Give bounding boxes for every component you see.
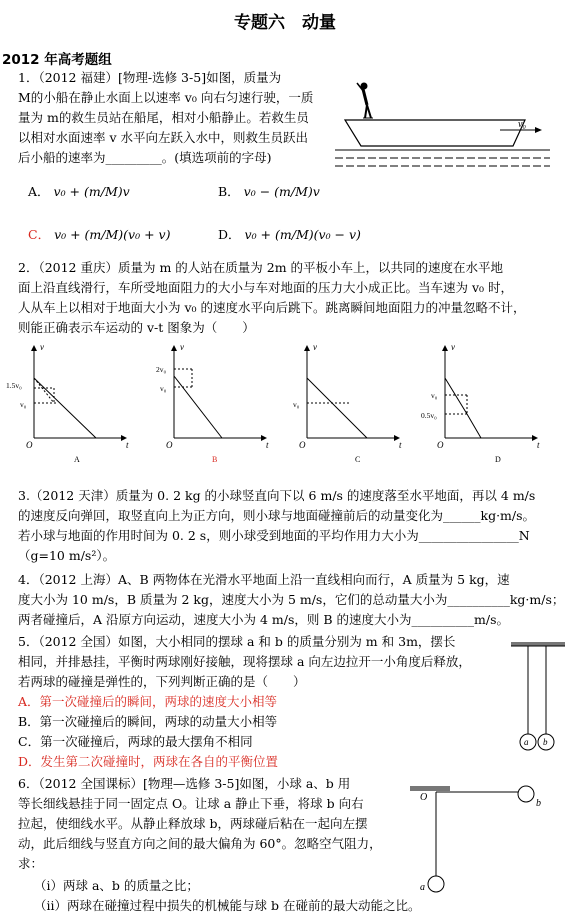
q2-line: 2．（2012 重庆）质量为 m 的人站在质量为 2m 的平板小车上，以共同的速度在水平地 [18, 260, 504, 275]
point-o-label: O [420, 792, 428, 803]
q2-text [18, 258, 526, 338]
q6-line: 6．（2012 全国课标）[物理—选修 3-5]如图，小球 a、b 用 [18, 776, 351, 791]
option-expr: v₀ − (m/M)v [243, 184, 320, 199]
q5-option-c: C．第一次碰撞后，两球的最大摆角不相同 [18, 734, 253, 749]
svg-text:v: v [313, 342, 317, 352]
q6-line: 动，此后细线与竖直方向之间的最大偏角为 60°。忽略空气阻力， [18, 836, 382, 851]
svg-text:O: O [299, 440, 306, 450]
q5-option-b: B．第一次碰撞后的瞬间，两球的动量大小相等 [18, 714, 278, 729]
q3-text [18, 486, 535, 566]
boat-shape [345, 120, 525, 146]
axis-v-label: v [40, 342, 44, 352]
origin-label: O [26, 440, 33, 450]
q3-line: 的速度反向弹回，取竖直向上为正方向，则小球与地面碰撞前后的动量变化为______kg·m/s。 [18, 508, 536, 523]
q5-option-a: A．第一次碰撞后的瞬间，两球的速度大小相等 [18, 694, 278, 709]
tick-label: v₀ [160, 384, 167, 393]
tick-label: 1.5v₀ [6, 381, 22, 390]
q1-line: M的小船在静止水面上以速率 v₀ 向右匀速行驶，一质 [18, 90, 314, 105]
ball-b [518, 786, 534, 802]
axis-t-label: t [126, 440, 129, 450]
ball-a [428, 876, 444, 892]
q2-line: 面上沿直线滑行，车所受地面阻力的大小与车对地面的压力大小成正比。当车速为 v₀ 时， [18, 280, 514, 295]
section-heading: 2012 年高考题组 [2, 52, 112, 68]
q6-line: 等长细线悬挂于同一固定点 O。让球 a 静止下垂，将球 b 向右 [18, 796, 364, 811]
q6-sub-i: （i）两球 a、b 的质量之比； [34, 878, 199, 893]
option-label: B． [218, 184, 240, 199]
tick-label: 0.5v₀ [421, 411, 437, 420]
q3-line: 若小球与地面的作用时间为 0. 2 s，则小球受到地面的平均作用力大小为________________N [18, 528, 530, 543]
svg-text:v: v [180, 342, 184, 352]
q4-line: 两者碰撞后，A 沿原方向运动，速度大小为 4 m/s，则 B 的速度大小为__________m/s。 [18, 612, 509, 627]
option-label: D． [218, 227, 241, 242]
ceiling-bar [410, 786, 450, 791]
q5-text [18, 632, 471, 772]
q1-option-c [28, 225, 170, 243]
q1-line: 后小船的速率为_________。(填选项前的字母) [18, 150, 272, 165]
svg-text:t: t [399, 440, 402, 450]
option-label: C． [28, 227, 51, 242]
svg-text:v: v [451, 342, 455, 352]
diver-figure [357, 83, 373, 118]
velocity-label: v₀ [518, 119, 526, 130]
tick-label: 2v₀ [156, 365, 167, 374]
q4-line: 4．（2012 上海）A、B 两物体在光滑水平地面上沿一直线相向而行，A 质量为 5 kg，速 [18, 572, 510, 587]
graph-label: D [495, 455, 501, 464]
option-label: A． [28, 184, 50, 199]
q6-subquestions [34, 876, 420, 916]
q1-option-a [28, 182, 130, 200]
svg-text:t: t [266, 440, 269, 450]
q1-line: 1．（2012 福建）[物理-选修 3-5]如图，质量为 [18, 70, 282, 85]
q1-line: 以相对水面速率 v 水平向左跃入水中，则救生员跃出 [18, 130, 309, 145]
q1-line: 量为 m的救生员站在船尾，相对小船静止。若救生员 [18, 110, 309, 125]
tick-label: v₀ [20, 400, 27, 409]
q1-option-b [218, 182, 320, 200]
q5-line: 5．（2012 全国）如图，大小相同的摆球 a 和 b 的质量分别为 m 和 3m，摆长 [18, 634, 456, 649]
q5-pendulum-figure [505, 642, 567, 754]
q2-line: 则能正确表示车运动的 v-t 图象为（ ） [18, 320, 255, 335]
page-title: 专题六 动量 [234, 13, 336, 33]
graph-label: C [355, 455, 361, 464]
q6-line: 求： [18, 856, 44, 871]
option-expr: v₀ + (m/M)(v₀ − v) [244, 227, 361, 242]
q3-line: （g=10 m/s²）。 [18, 548, 116, 563]
graph-label: B [212, 455, 218, 464]
graph-d [421, 342, 540, 464]
q1-boat-figure [335, 80, 560, 180]
q1-option-d [218, 225, 361, 243]
q6-line: 拉起，使细线水平。从静止释放球 b，两球碰后粘在一起向左摆 [18, 816, 368, 831]
q4-text [18, 570, 564, 630]
svg-text:O: O [437, 440, 444, 450]
q6-pendulum-figure [410, 784, 560, 894]
ceiling-bar [511, 642, 565, 646]
ball-a-label: a [524, 737, 529, 747]
graph-b [156, 342, 269, 464]
tick-label: v₀ [293, 400, 300, 409]
ball-a-label: a [420, 882, 425, 893]
q5-line: 相同，并排悬挂，平衡时两球刚好接触，现将摆球 a 向左边拉开一小角度后释放， [18, 654, 471, 669]
q2-graphs [0, 340, 570, 470]
tick-label: v₀ [431, 391, 438, 400]
option-expr: v₀ + (m/M)(v₀ + v) [54, 227, 171, 242]
option-expr: v₀ + (m/M)v [53, 184, 130, 199]
q3-line: 3.（2012 天津）质量为 0. 2 kg 的小球竖直向下以 6 m/s 的速度落至水平地面，再以 4 m/s [18, 488, 536, 503]
q5-option-d: D．发生第二次碰撞时，两球在各自的平衡位置 [18, 754, 279, 769]
graph-label: A [74, 455, 80, 464]
q1-text [18, 68, 313, 168]
svg-text:O: O [166, 440, 173, 450]
graph-c [293, 342, 402, 464]
q4-line: 度大小为 10 m/s，B 质量为 2 kg，速度大小为 5 m/s，它们的总动量大小为__________kg·m/s； [18, 592, 565, 607]
ball-b-label: b [543, 737, 548, 747]
svg-text:t: t [537, 440, 540, 450]
q2-line: 人从车上以相对于地面大小为 v₀ 的速度水平向后跳下。跳离瞬间地面阻力的冲量忽略不计， [18, 300, 526, 315]
q6-text [18, 774, 382, 874]
q6-sub-ii: （ii）两球在碰撞过程中损失的机械能与球 b 在碰前的最大动能之比。 [34, 898, 421, 913]
ball-b-label: b [536, 798, 541, 809]
q5-line: 若两球的碰撞是弹性的，下列判断正确的是（ ） [18, 674, 306, 689]
graph-a [6, 342, 129, 464]
